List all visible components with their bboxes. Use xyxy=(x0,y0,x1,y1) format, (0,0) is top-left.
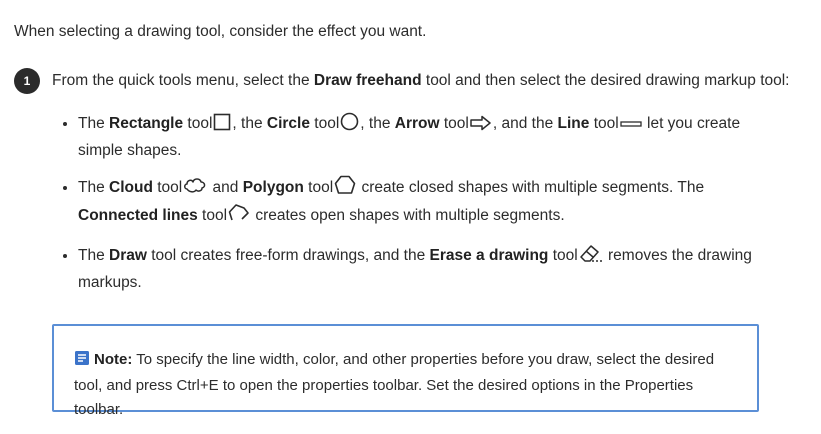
step-number-badge: 1 xyxy=(14,68,40,94)
list-item: • The Rectangle tool , the Circle tool , the Arrow tool , and the Line tool let you create simple shapes. xyxy=(78,112,778,163)
line-icon xyxy=(620,115,642,139)
rectangle-icon xyxy=(213,113,231,139)
list-item: • The Cloud tool and Polygon tool create closed shapes with multiple segments. The Connected lines tool creates open shapes with multiple segments. xyxy=(78,175,778,231)
rectangle-term: Rectangle xyxy=(109,115,184,132)
erase-drawing-term: Erase a drawing xyxy=(429,247,549,264)
arrow-icon xyxy=(470,115,492,139)
cloud-icon xyxy=(183,175,207,203)
arrow-term: Arrow xyxy=(394,115,440,132)
circle-icon xyxy=(340,112,359,139)
step-text: From the quick tools menu, select the Draw freehand tool and then select the desired drawing markup tool: xyxy=(52,72,790,89)
polygon-icon xyxy=(334,175,356,203)
tool-list xyxy=(58,112,778,307)
step-1 xyxy=(14,68,790,94)
note-text: To specify the line width, color, and other properties before you draw, select the desired tool, and press Ctrl+E to open the properties toolbar. Set the desired options in the Properties toolbar. xyxy=(74,351,715,418)
note-box xyxy=(52,324,759,418)
circle-term: Circle xyxy=(266,115,310,132)
note-label: Note: xyxy=(94,351,133,368)
intro-text: When selecting a drawing tool, consider the effect you want. xyxy=(14,23,427,40)
note-icon xyxy=(74,350,90,374)
list-item: • The Draw tool creates free-form drawings, and the Erase a drawing tool removes the drawing markups. xyxy=(78,243,778,295)
polygon-term: Polygon xyxy=(242,179,304,196)
line-term: Line xyxy=(557,115,590,132)
cloud-term: Cloud xyxy=(109,179,153,196)
eraser-icon xyxy=(579,243,603,271)
draw-term: Draw xyxy=(109,247,147,264)
connected-lines-icon xyxy=(228,203,250,231)
connected-lines-term: Connected lines xyxy=(78,207,198,224)
draw-freehand-term: Draw freehand xyxy=(313,72,422,89)
